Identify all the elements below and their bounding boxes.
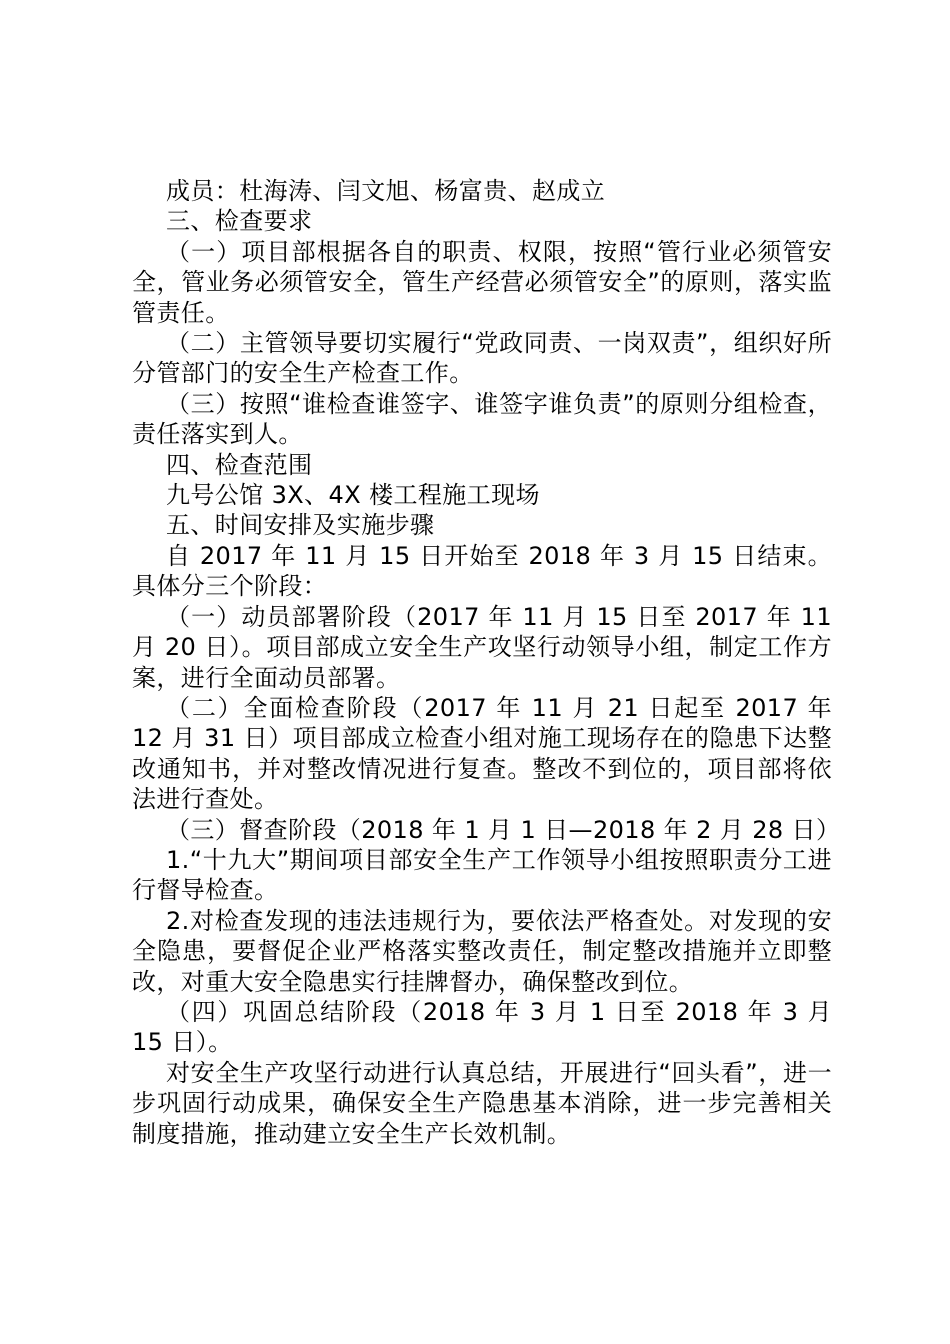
scope-paragraph: 九号公馆 3X、4X 楼工程施工现场: [166, 481, 540, 510]
phase-paragraph-3: （三）督查阶段（2018 年 1 月 1 日—2018 年 2 月 28 日）: [166, 815, 841, 844]
requirement-paragraph-2: （二）主管领导要切实履行“党政同责、一岗双责”，组织好所分管部门的安全生产检查工作。: [132, 329, 832, 388]
members-line: 成员：杜海涛、闫文旭、杨富贵、赵成立: [166, 177, 606, 205]
phase-3-item-1: 1.“十九大”期间项目部安全生产工作领导小组按照职责分工进行督导检查。: [132, 845, 832, 905]
requirement-paragraph-1: （一）项目部根据各自的职责、权限，按照“管行业必须管安全，管业务必须管安全，管生产经营必须管安全”的原则，落实监管责任。: [132, 237, 832, 327]
schedule-intro-paragraph: 自 2017 年 11 月 15 日开始至 2018 年 3 月 15 日结束。具体分三个阶段：: [132, 541, 832, 601]
phase-paragraph-2: （二）全面检查阶段（2017 年 11 月 21 日起至 2017 年 12 月 31 日）项目部成立检查小组对施工现场存在的隐患下达整改通知书，并对整改情况进行复查。整改不到位的，项目部将依法进行查处。: [132, 693, 832, 814]
section-heading-inspection-scope: 四、检查范围: [166, 450, 313, 479]
document-body: [132, 176, 841, 1149]
summary-paragraph: 对安全生产攻坚行动进行认真总结，开展进行“回头看”，进一步巩固行动成果，确保安全生产隐患基本消除，进一步完善相关制度措施，推动建立安全生产长效机制。: [132, 1058, 832, 1148]
phase-paragraph-1: （一）动员部署阶段（2017 年 11 月 15 日至 2017 年 11 月 20 日）。项目部成立安全生产攻坚行动领导小组，制定工作方案，进行全面动员部署。: [132, 602, 832, 692]
requirement-paragraph-3: （三）按照“谁检查谁签字、谁签字谁负责”的原则分组检查，责任落实到人。: [132, 389, 832, 449]
phase-paragraph-4: （四）巩固总结阶段（2018 年 3 月 1 日至 2018 年 3 月 15 日）。: [132, 997, 832, 1057]
section-heading-schedule: 五、时间安排及实施步骤: [166, 511, 435, 540]
section-heading-inspection-requirements: 三、检查要求: [166, 207, 313, 236]
phase-3-item-2: 2.对检查发现的违法违规行为，要依法严格查处。对发现的安全隐患，要督促企业严格落实整改责任，制定整改措施并立即整改，对重大安全隐患实行挂牌督办，确保整改到位。: [132, 906, 832, 996]
